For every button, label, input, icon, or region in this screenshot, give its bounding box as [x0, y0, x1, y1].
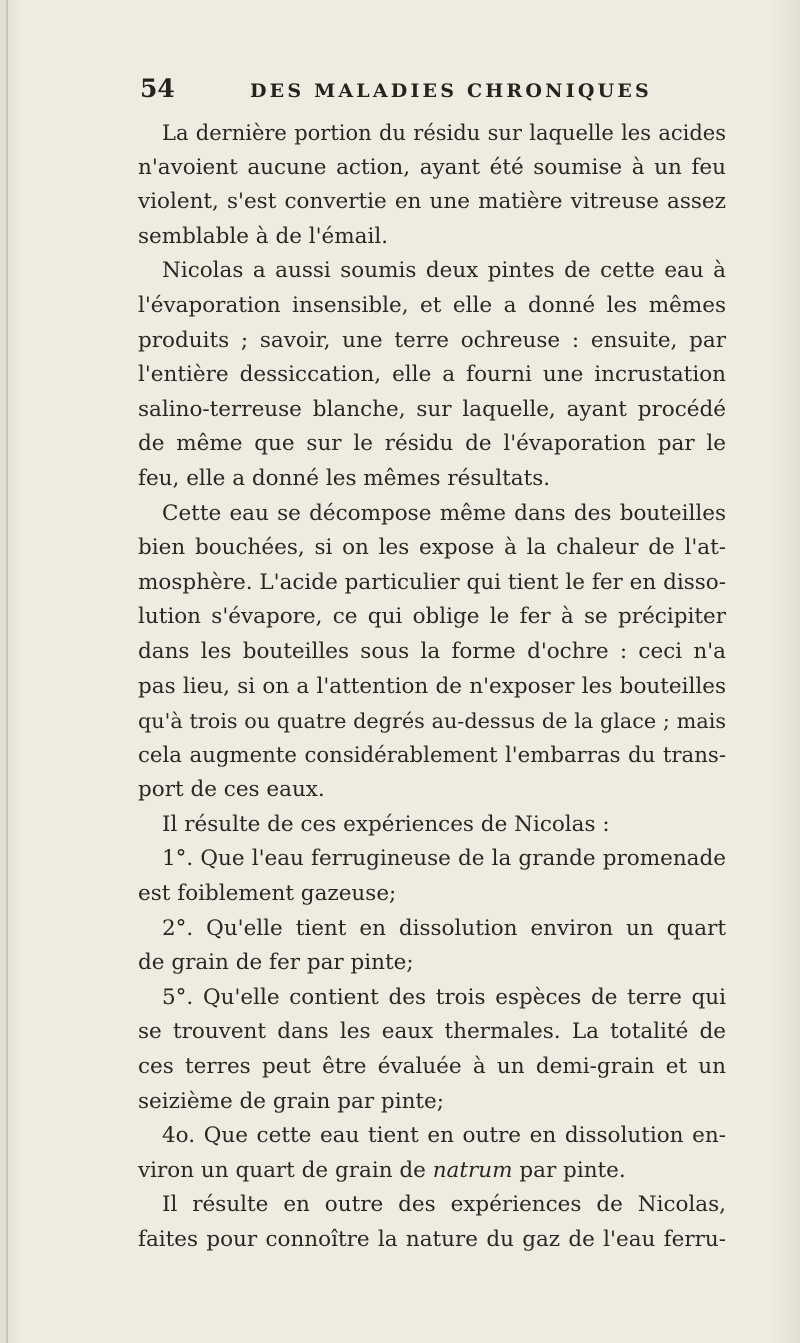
text-line: de grain de fer par pinte; [138, 950, 414, 976]
page-number: 54 [140, 74, 175, 103]
text-segment: 4o. Que cette eau tient en outre en dissolution en- [162, 1123, 726, 1149]
text-line: dans les bouteilles sous la forme d'ochre : ceci n'a [138, 638, 726, 664]
text-line: n'avoient aucune action, ayant été soumise à un feu [138, 154, 726, 180]
text-line: lution s'évapore, ce qui oblige le fer à se précipiter [138, 604, 726, 630]
text-line: bien bouchées, si on les expose à la chaleur de l'at- [138, 535, 726, 561]
text-segment: viron un quart de grain de [138, 1157, 433, 1183]
text-line: Cette eau se décompose même dans des bouteilles [162, 500, 726, 526]
text-line: 2°. Qu'elle tient en dissolution environ un quart [162, 915, 726, 941]
body-text [138, 116, 726, 1258]
text-line: est foiblement gazeuse; [138, 881, 397, 907]
text-line: Nicolas a aussi soumis deux pintes de cette eau à [162, 258, 726, 284]
text-line: salino-terreuse blanche, sur laquelle, ayant procédé [138, 396, 726, 422]
text-segment: par pinte. [512, 1157, 626, 1183]
text-line: se trouvent dans les eaux thermales. La totalité de [138, 1019, 726, 1045]
page-edge-shadow [6, 0, 8, 1343]
text-line: La dernière portion du résidu sur laquelle les acides [162, 121, 726, 145]
text-line: Il résulte en outre des expériences de Nicolas, [162, 1192, 726, 1218]
text-line: port de ces eaux. [138, 777, 325, 803]
italic-term: natrum [432, 1157, 513, 1183]
text-line: feu, elle a donné les mêmes résultats. [138, 465, 551, 491]
text-line [138, 1119, 726, 1154]
text-line: l'évaporation insensible, et elle a donné les mêmes [138, 292, 726, 318]
text-line: produits ; savoir, une terre ochreuse : ensuite, par [138, 327, 726, 353]
text-line: pas lieu, si on a l'attention de n'exposer les bouteilles [138, 673, 726, 699]
running-header [140, 74, 700, 110]
text-line: de même que sur le résidu de l'évaporation par le [138, 431, 726, 457]
text-line: semblable à de l'émail. [138, 223, 389, 249]
text-line: 1°. Que l'eau ferrugineuse de la grande promenade [162, 846, 726, 872]
text-line: cela augmente considérablement l'embarras du trans- [138, 742, 726, 768]
text-line: mosphère. L'acide particulier qui tient le fer en disso- [138, 569, 726, 595]
text-line: l'entière dessiccation, elle a fourni une incrustation [138, 362, 726, 388]
text-line: qu'à trois ou quatre degrés au-dessus de la glace ; mais [138, 709, 726, 734]
text-line [138, 1154, 726, 1189]
text-line: 5°. Qu'elle contient des trois espèces de terre qui [162, 984, 726, 1010]
text-line: ces terres peut être évaluée à un demi-grain et un [138, 1054, 726, 1080]
running-title: DES MALADIES CHRONIQUES [250, 80, 652, 102]
text-line: violent, s'est convertie en une matière vitreuse assez [138, 189, 726, 215]
text-line: seizième de grain par pinte; [138, 1088, 445, 1114]
text-line: faites pour connoître la nature du gaz de l'eau ferru- [138, 1227, 726, 1252]
text-line: Il résulte de ces expériences de Nicolas : [162, 811, 610, 837]
